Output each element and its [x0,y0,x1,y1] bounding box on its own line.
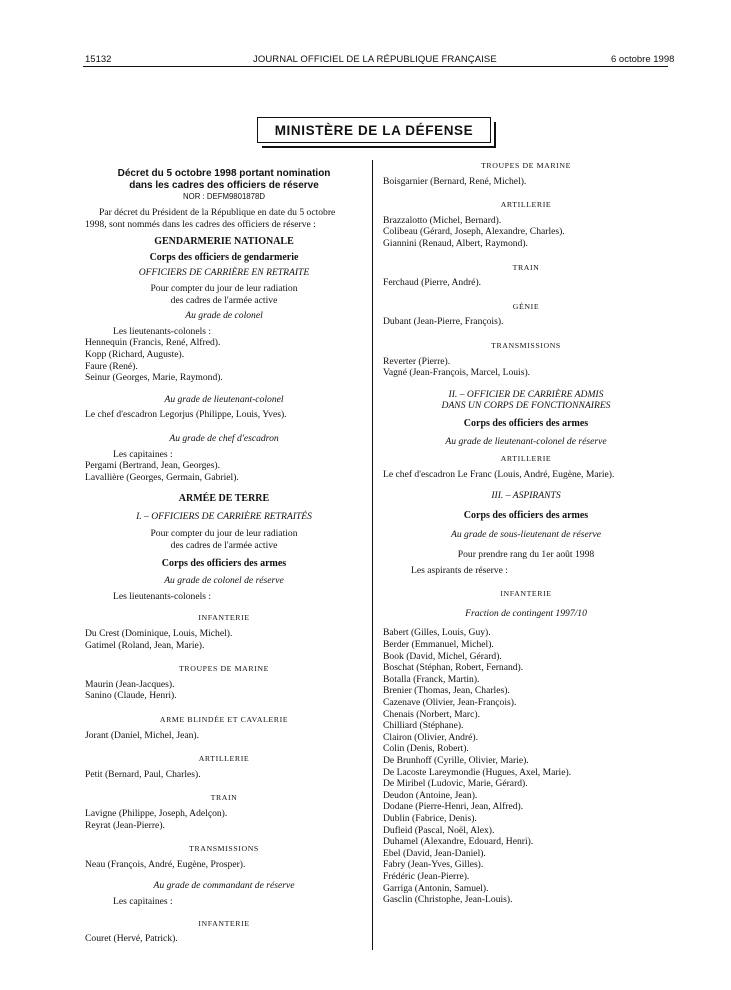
aspirant-entry: Chenais (Norbert, Marc). [383,708,480,720]
aspirant-entry: Colin (Denis, Robert). [383,743,469,755]
heading-gendarmerie: GENDARMERIE NATIONALE [154,236,294,248]
lefranc-entry: Le chef d'escadron Le Franc (Louis, André, Eugène, Marie). [383,468,615,480]
issue-date: 6 octobre 1998 [611,54,675,65]
aspirant-entry: De Lacoste Lareymondie (Hugues, Axel, Marie). [383,766,572,778]
heading-section-2-line-2: DANS UN CORPS DE FONCTIONNAIRES [441,400,611,412]
branch-heading-infanterie-2: INFANTERIE [198,918,250,928]
branch-heading: TRAIN [210,793,238,803]
name-entry: Brazzalotto (Michel, Bernard). [383,214,502,226]
aspirant-entry: Ebel (David, Jean-Daniel). [383,847,486,859]
aspirant-entry: Clairon (Olivier, André). [383,731,478,743]
name-entry: Kopp (Richard, Auguste). [85,348,185,360]
aspirant-entry: Deudon (Antoine, Jean). [383,789,478,801]
heading-corps-armes-2: Corps des officiers des armes [463,417,589,429]
heading-armee-terre: ARMÉE DE TERRE [178,493,270,505]
name-entry: Giannini (Renaud, Albert, Raymond). [383,237,528,249]
capitaines-label: Les capitaines : [113,448,173,460]
right-column [383,160,669,906]
aspirants-label: Les aspirants de réserve : [411,564,508,576]
branch-heading: ARTILLERIE [500,200,552,210]
name-entry: Boisgarnier (Bernard, René, Michel). [383,175,527,187]
right-branch-groups [383,160,669,379]
left-column [85,160,363,945]
name-entry: Sanino (Claude, Henri). [85,690,177,702]
branch-heading: ARTILLERIE [198,754,250,764]
name-entry: Faure (René). [85,360,138,372]
name-entry: Ferchaud (Pierre, André). [383,277,482,289]
name-entry: Reyrat (Jean-Pierre). [85,819,165,831]
chefs-list [85,460,363,483]
name-entry: Pergami (Bertrand, Jean, Georges). [85,460,220,472]
decree-title-line-1: Décret du 5 octobre 1998 portant nomination [117,168,331,179]
heading-section-2-line-1: II. – OFFICIER DE CARRIÈRE ADMIS [448,388,604,400]
branch-heading: TRAIN [512,262,540,272]
fraction-contingent: Fraction de contingent 1997/10 [465,607,587,619]
branch-heading: TRANSMISSIONS [189,844,259,854]
aspirant-entry: Babert (Gilles, Louis, Guy). [383,627,491,639]
aspirant-entry: Garriga (Antonin, Samuel). [383,882,489,894]
name-entry: Colibeau (Gérard, Joseph, Alexandre, Charles). [383,226,565,238]
grade-ltcol: Au grade de lieutenant-colonel [164,393,284,405]
ltcols-label: Les lieutenants-colonels : [113,325,212,337]
name-entry: Petit (Bernard, Paul, Charles). [85,768,201,780]
compter2-line-2: des cadres de l'armée active [170,540,278,552]
name-entry: Jorant (Daniel, Michel, Jean). [85,729,200,741]
nor-reference: NOR : DEFM9801878D [183,192,265,201]
capitaines-label-2: Les capitaines : [113,895,173,907]
name-entry: Du Crest (Dominique, Louis, Michel). [85,628,233,640]
branch-heading: INFANTERIE [198,613,250,623]
grade-commandant-reserve: Au grade de commandant de réserve [153,880,295,892]
name-entry: Reverter (Pierre). [383,355,451,367]
column-divider [372,160,373,950]
heading-retraite: OFFICIERS DE CARRIÈRE EN RETRAITE [138,267,310,279]
grade-ltcol-reserve: Au grade de lieutenant-colonel de réserve [445,435,607,447]
colonels-list [85,337,363,383]
branch-heading: TRANSMISSIONS [491,340,561,350]
heading-section-3: III. – ASPIRANTS [491,490,561,502]
branch-heading: TROUPES DE MARINE [481,161,571,170]
aspirant-entry: Botalla (Franck, Martin). [383,673,480,685]
aspirant-entry: Duhamel (Alexandre, Edouard, Henri). [383,836,534,848]
left-branch-groups [85,612,363,870]
aspirant-entry: Gasclin (Christophe, Jean-Louis). [383,894,513,906]
branch-heading-artillerie: ARTILLERIE [500,454,552,464]
aspirant-entry: Fabry (Jean-Yves, Gilles). [383,859,484,871]
name-entry: Lavigne (Philippe, Joseph, Adelçon). [85,807,228,819]
compter-line-1: Pour compter du jour de leur radiation [150,282,298,294]
ltcols-label-2: Les lieutenants-colonels : [113,590,212,602]
compter2-line-1: Pour compter du jour de leur radiation [150,528,298,540]
aspirant-entry: Brenier (Thomas, Jean, Charles). [383,685,510,697]
grade-colonel-reserve: Au grade de colonel de réserve [164,575,284,587]
aspirant-entry: Chilliard (Stéphane). [383,720,464,732]
page-header [0,0,731,70]
page-number: 15132 [85,54,112,65]
name-entry: Dubant (Jean-Pierre, François). [383,316,504,328]
branch-heading: GÉNIE [512,301,540,311]
aspirant-entry: Book (David, Michel, Gérard). [383,650,502,662]
aspirant-entry: Berder (Emmanuel, Michel). [383,639,494,651]
name-entry: Gatimel (Roland, Jean, Marie). [85,639,205,651]
prendre-rang: Pour prendre rang du 1er août 1998 [457,549,595,561]
header-rule [83,66,668,67]
name-entry: Seinur (Georges, Marie, Raymond). [85,372,223,384]
aspirant-entry: De Brunhoff (Cyrille, Olivier, Marie). [383,754,529,766]
branch-heading: ARME BLINDÉE ET CAVALERIE [159,715,289,724]
ltcol-entry: Le chef d'escadron Legorjus (Philippe, Louis, Yves). [85,409,287,421]
grade-colonel: Au grade de colonel [185,310,263,322]
name-entry: Lavallière (Georges, Germain, Gabriel). [85,471,239,483]
intro-line-2: 1998, sont nommés dans les cadres des officiers de réserve : [85,218,316,230]
grade-sous-lieutenant: Au grade de sous-lieutenant de réserve [451,529,601,541]
name-entry: Maurin (Jean-Jacques). [85,678,175,690]
ministry-title: MINISTÈRE DE LA DÉFENSE [257,117,491,143]
name-entry: Couret (Hervé, Patrick). [85,933,178,945]
aspirant-entry: Frédéric (Jean-Pierre). [383,870,470,882]
aspirant-entry: Dublin (Fabrice, Denis). [383,812,477,824]
decree-title-line-2: dans les cadres des officiers de réserve [129,179,319,191]
heading-corps-armes-3: Corps des officiers des armes [463,509,589,521]
aspirant-entry: De Miribel (Ludovic, Marie, Gérard). [383,778,528,790]
name-entry: Hennequin (Francis, René, Alfred). [85,337,221,349]
aspirant-entry: Dodane (Pierre-Henri, Jean, Alfred). [383,801,524,813]
heading-corps-armes: Corps des officiers des armes [161,557,287,569]
branch-heading: TROUPES DE MARINE [179,664,269,674]
aspirant-entry: Cazenave (Olivier, Jean-François). [383,697,517,708]
aspirant-entry: Boschat (Stéphan, Robert, Fernand). [383,662,524,674]
aspirants-list [383,627,669,905]
intro-line-1: Par décret du Président de la République en date du 5 octobre [99,207,336,218]
aspirant-entry: Dufleid (Pascal, Noël, Alex). [383,824,495,836]
heading-section-1: I. – OFFICIERS DE CARRIÈRE RETRAITÉS [136,510,312,522]
name-entry: Neau (François, André, Eugène, Prosper). [85,858,246,870]
grade-chef-escadron: Au grade de chef d'escadron [169,432,279,444]
name-entry: Vagné (Jean-François, Marcel, Louis). [383,367,531,379]
branch-heading-infanterie-3: INFANTERIE [500,589,552,599]
journal-title: JOURNAL OFFICIEL DE LA RÉPUBLIQUE FRANÇAISE [253,54,497,65]
heading-corps-gendarmerie: Corps des officiers de gendarmerie [149,251,299,263]
compter-line-2: des cadres de l'armée active [170,294,278,306]
